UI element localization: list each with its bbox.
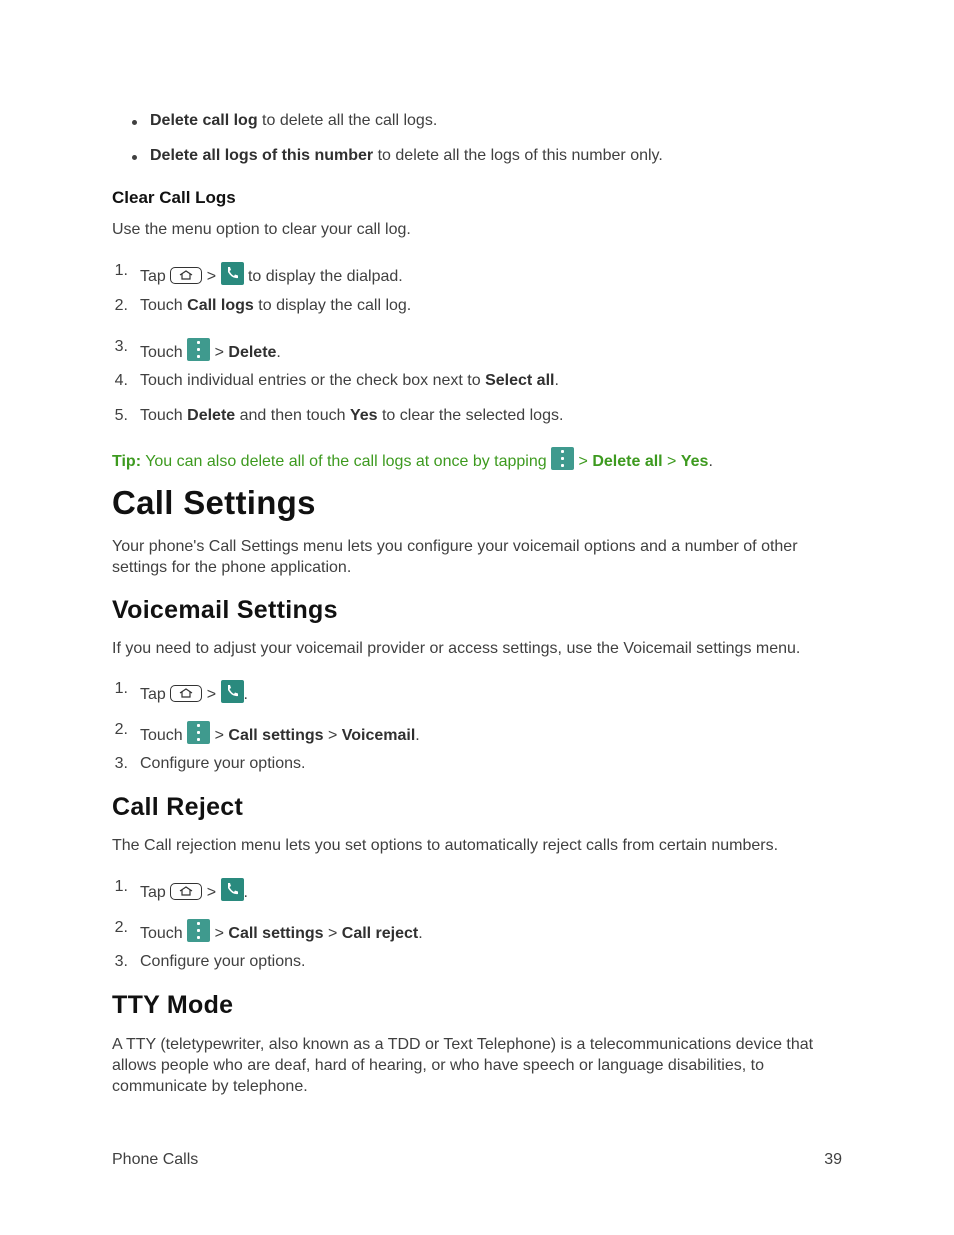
- home-key-icon: [170, 883, 202, 900]
- separator: >: [323, 727, 342, 744]
- step-text: Tap: [140, 686, 166, 703]
- separator: >: [210, 925, 229, 942]
- menu-icon: [187, 721, 210, 744]
- step-text: Touch individual entries or the check box next to: [140, 372, 486, 389]
- step-text: Touch: [140, 925, 183, 942]
- step-text: .: [243, 686, 248, 703]
- step-text: Tap: [140, 268, 166, 285]
- step-text: Configure your options.: [140, 953, 306, 970]
- step-bold: Voicemail: [341, 727, 416, 744]
- separator: >: [206, 884, 217, 901]
- step-bold: Call settings: [228, 727, 324, 744]
- tip-text: You can also delete all of the call logs at once by tapping: [141, 453, 547, 470]
- phone-app-icon: [221, 878, 244, 901]
- step-text: Touch: [140, 727, 183, 744]
- step-bold: Delete: [187, 407, 236, 424]
- step-number: 2.: [114, 919, 128, 936]
- bullet-item: [150, 112, 437, 130]
- bullet-bold: Delete call log: [150, 112, 258, 129]
- step-text: .: [418, 925, 423, 942]
- section-intro: Use the menu option to clear your call log.: [112, 221, 411, 238]
- step-bold: Call logs: [187, 297, 254, 314]
- step-number: 2.: [114, 721, 128, 738]
- page-title: Call Settings: [112, 484, 316, 521]
- bullet-bold: Delete all logs of this number: [150, 147, 374, 164]
- section-heading: Voicemail Settings: [112, 596, 338, 624]
- tip-bold: Yes: [680, 453, 709, 470]
- section-intro: A TTY (teletypewriter, also known as a TDD or Text Telephone) is a telecommunications device that allows people who are deaf, hard of hearing, or who have speech or language disabilities, to communicate by telephone.: [112, 1036, 814, 1095]
- step-text: Configure your options.: [140, 755, 306, 772]
- step-number: 3.: [114, 338, 128, 355]
- step-text: Touch: [140, 344, 183, 361]
- step-text: .: [415, 727, 420, 744]
- step-bold: Yes: [349, 407, 378, 424]
- step-number: 1.: [114, 878, 128, 895]
- step-number: 2.: [114, 297, 128, 314]
- step-text: and then touch: [235, 407, 350, 424]
- step-number: 4.: [114, 372, 128, 389]
- separator: >: [574, 453, 593, 470]
- section-intro: If you need to adjust your voicemail provider or access settings, use the Voicemail settings menu.: [112, 640, 801, 657]
- step-bold: Call reject: [341, 925, 419, 942]
- section-heading: Call Reject: [112, 793, 244, 821]
- page-number: 39: [824, 1151, 842, 1168]
- footer-section: Phone Calls: [112, 1151, 199, 1168]
- menu-icon: [187, 338, 210, 361]
- separator: >: [206, 686, 217, 703]
- step-text: to clear the selected logs.: [377, 407, 564, 424]
- home-key-icon: [170, 267, 202, 284]
- step-number: 3.: [114, 953, 128, 970]
- step-text: Touch: [140, 407, 188, 424]
- bullet-text: to delete all the call logs.: [257, 112, 438, 129]
- step-number: 1.: [114, 680, 128, 697]
- menu-icon: [551, 447, 574, 470]
- step-text: .: [276, 344, 281, 361]
- bullet-item: [150, 147, 663, 165]
- phone-app-icon: [221, 680, 244, 703]
- step-text: to display the call log.: [253, 297, 412, 314]
- separator: >: [210, 344, 229, 361]
- phone-app-icon: [221, 262, 244, 285]
- step-text: to display the dialpad.: [243, 268, 403, 285]
- step-bold: Delete: [228, 344, 277, 361]
- separator: >: [662, 453, 681, 470]
- step-text: .: [243, 884, 248, 901]
- separator: >: [206, 268, 217, 285]
- bullet-text: to delete all the logs of this number only.: [373, 147, 663, 164]
- step-number: 1.: [114, 262, 128, 279]
- separator: >: [210, 727, 229, 744]
- section-heading: Clear Call Logs: [112, 188, 236, 207]
- step-text: Tap: [140, 884, 166, 901]
- separator: >: [323, 925, 342, 942]
- tip-text: .: [708, 453, 713, 470]
- step-text: Touch: [140, 297, 188, 314]
- step-number: 5.: [114, 407, 128, 424]
- home-key-icon: [170, 685, 202, 702]
- step-text: .: [554, 372, 559, 389]
- tip-note: [112, 447, 713, 471]
- tip-bold: Delete all: [592, 453, 663, 470]
- tip-label: Tip:: [112, 453, 142, 470]
- step-number: 3.: [114, 755, 128, 772]
- menu-icon: [187, 919, 210, 942]
- step-bold: Call settings: [228, 925, 324, 942]
- section-intro: The Call rejection menu lets you set options to automatically reject calls from certain numbers.: [112, 837, 779, 854]
- section-intro: Your phone's Call Settings menu lets you configure your voicemail options and a number of other settings for the phone application.: [112, 538, 798, 576]
- step-bold: Select all: [485, 372, 555, 389]
- section-heading: TTY Mode: [112, 991, 234, 1019]
